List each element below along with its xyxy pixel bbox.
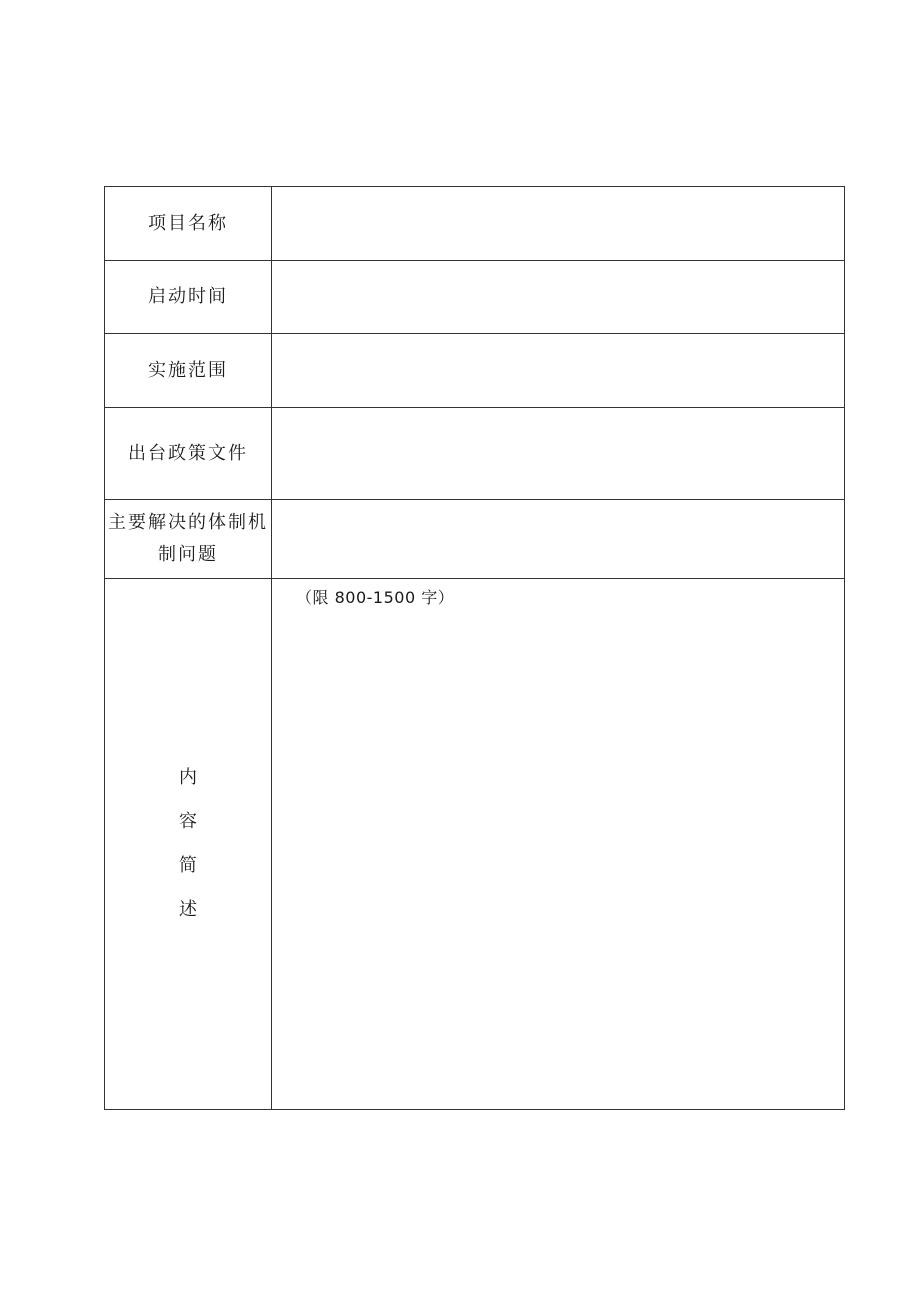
content-summary-field[interactable] [272, 579, 845, 1110]
content-summary-label [105, 579, 272, 1110]
project-name-label: 项目名称 [105, 187, 272, 261]
institutional-issues-field[interactable] [272, 500, 845, 579]
content-summary-label-char: 容 [179, 811, 197, 832]
content-summary-label-char: 述 [179, 899, 197, 920]
start-time-field[interactable] [272, 261, 845, 334]
form-row-scope [105, 334, 845, 408]
form-row-institutional-issues [105, 500, 845, 579]
content-summary-label-char: 简 [179, 855, 197, 876]
application-form-table [104, 186, 845, 1110]
word-limit-hint: （限 800-1500 字） [296, 588, 455, 607]
form-row-start-time [105, 261, 845, 334]
start-time-label: 启动时间 [105, 261, 272, 334]
content-summary-label-char: 内 [179, 767, 197, 788]
scope-field[interactable] [272, 334, 845, 408]
scope-label: 实施范围 [105, 334, 272, 408]
form-row-content-summary [105, 579, 845, 1110]
form-row-project-name [105, 187, 845, 261]
form-row-policy-documents [105, 408, 845, 500]
policy-documents-field[interactable] [272, 408, 845, 500]
project-name-field[interactable] [272, 187, 845, 261]
policy-documents-label: 出台政策文件 [105, 408, 272, 500]
institutional-issues-label: 主要解决的体制机制问题 [105, 500, 272, 579]
